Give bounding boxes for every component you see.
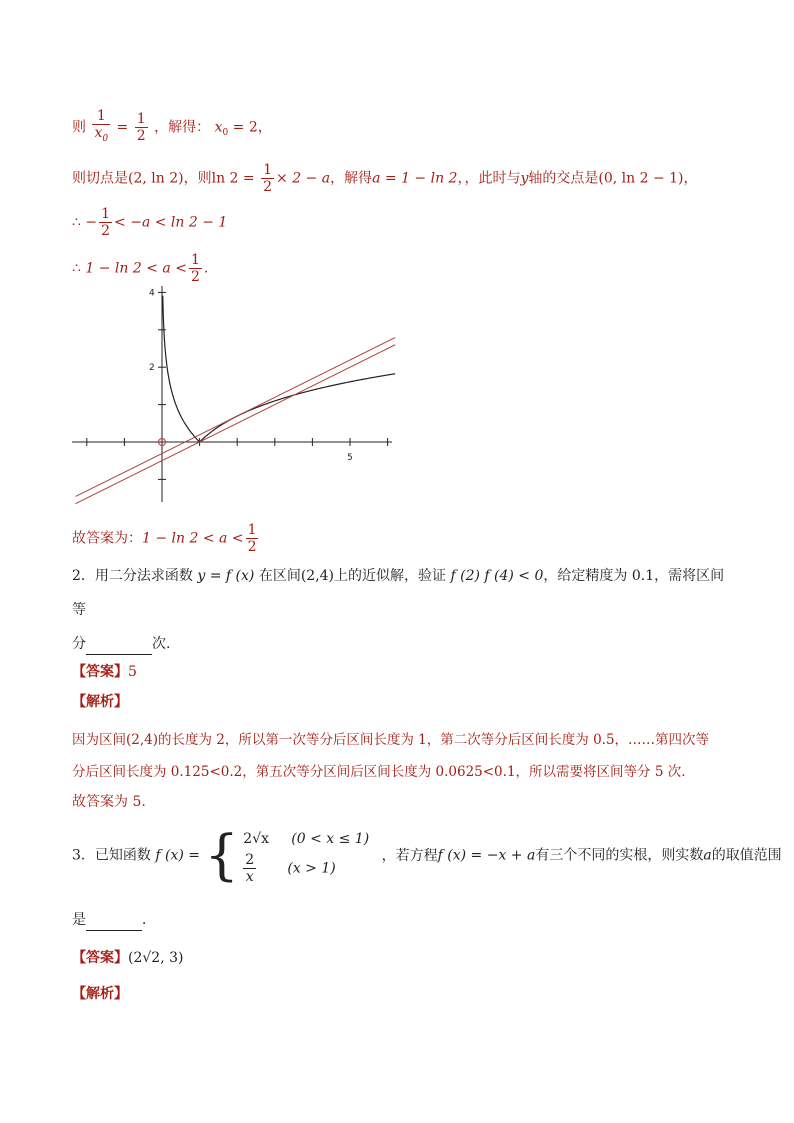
fraction-1-over-x0: $\frac{1}{x_0}$ — [94, 108, 109, 144]
fraction-half: $\frac{1}{2}$ — [190, 252, 200, 285]
solution-step-3: ∴ − $\frac{1}{2}$ < −a < ln 2 − 1 — [72, 206, 228, 239]
tick-label-y2: 2 — [149, 363, 155, 374]
graph-axes — [72, 286, 392, 502]
answer-blank[interactable] — [86, 634, 152, 655]
question-3: 3．已知函数 f (x) = { 2√x (0 < x ≤ 1) $\frac{2}{x}$ (x > 1) ，若方程f (x) = −x + a有三个不同的实根，则实数a的取值范围 — [72, 823, 782, 887]
answer-1: 故答案为：1 − ln 2 < a < $\frac{1}{2}$ — [72, 522, 257, 555]
piecewise-brace: { — [204, 823, 239, 887]
question-2: 2．用二分法求函数 y = f (x) 在区间(2,4)上的近似解，验证 f (2) f (4) < 0，给定精度为 0.1，需将区间 — [72, 568, 725, 584]
fraction-half: $\frac{1}{2}$ — [247, 522, 257, 555]
question-2-analysis-tag: 【解析】 — [72, 694, 128, 710]
solution-step-1: 则 $\frac{1}{x_0}$ = $\frac{1}{2}$ ，解得： $x_0 = 2$， — [72, 108, 272, 147]
question-2-answer: 【答案】5 — [72, 664, 137, 680]
fraction-half: $\frac{1}{2}$ — [101, 206, 111, 239]
question-3-answer: 【答案】(2√2, 3) — [72, 950, 184, 966]
piecewise-case-1: 2√x (0 < x ≤ 1) — [243, 831, 370, 847]
question-2-line-3: 分 次. — [72, 634, 170, 655]
parallel-line-lower — [76, 345, 396, 504]
tick-label-y4: 4 — [149, 288, 155, 299]
question-3-analysis-tag: 【解析】 — [72, 986, 128, 1002]
question-2-analysis-1: 因为区间(2,4)的长度为 2，所以第一次等分后区间长度为 1，第二次等分后区间长度为 0.5，……第四次等 — [72, 732, 710, 748]
fraction-1-over-2: $\frac{1}{2}$ — [136, 110, 146, 144]
answer-blank[interactable] — [86, 910, 142, 931]
function-curve — [163, 296, 395, 442]
question-2-line-2: 等 — [72, 602, 86, 618]
fraction-half: $\frac{1}{2}$ — [263, 162, 273, 195]
question-3-line-2: 是 ． — [72, 910, 156, 931]
piecewise-case-2: $\frac{2}{x}$ (x > 1) — [245, 852, 336, 885]
tick-label-x5: 5 — [347, 453, 353, 463]
question-2-analysis-2: 分后区间长度为 0.125<0.2，第五次等分区间后区间长度为 0.0625<0.1，所以需要将区间等分 5 次. — [72, 764, 686, 780]
solution-step-4: ∴ 1 − ln 2 < a < $\frac{1}{2}$ . — [72, 252, 209, 285]
parallel-line-upper — [76, 338, 396, 497]
question-2-conclusion: 故答案为 5. — [72, 794, 146, 810]
function-graph — [68, 284, 396, 506]
piecewise-cases — [243, 826, 369, 885]
origin-dot — [161, 441, 164, 444]
solution-step-2: 则切点是(2, ln 2)，则ln 2 = $\frac{1}{2}$ × 2 − a，解得a = 1 − ln 2，，此时与y轴的交点是(0, ln 2 − 1)， — [72, 162, 698, 195]
